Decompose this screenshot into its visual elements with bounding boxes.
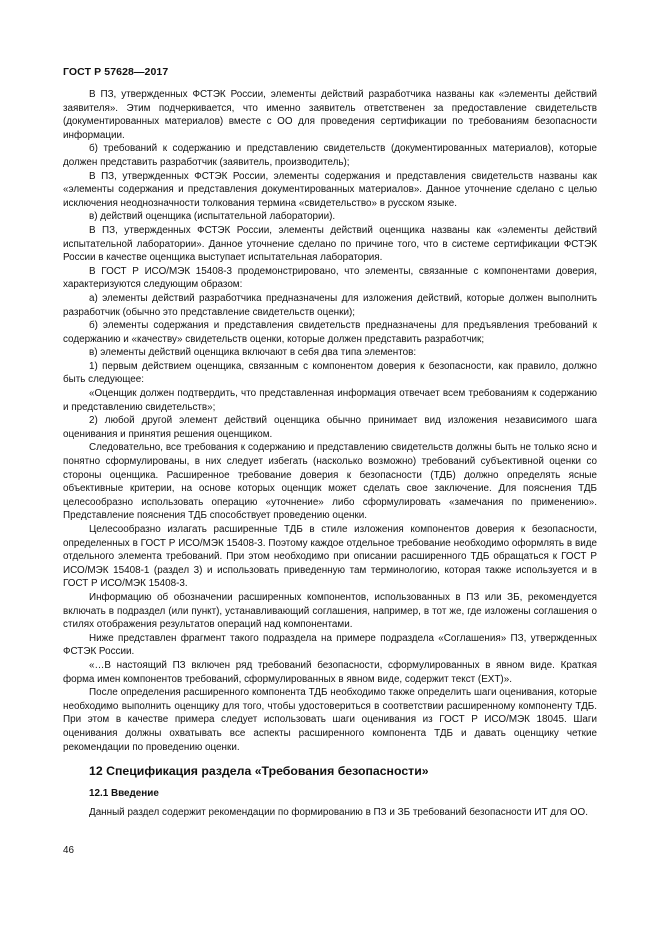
paragraph: Информацию об обозначении расширенных компонентов, использованных в ПЗ или ЗБ, рекомендуется включать в подраздел (или пункт), устанавливающий соглашения, например, в тот же, где изложены соглашения о стилях отображения результатов операций над компонентами. (63, 591, 597, 631)
list-item: в) действий оценщика (испытательной лаборатории). (89, 211, 336, 223)
paragraph: Целесообразно излагать расширенные ТДБ в стиле изложения компонентов доверия к безопасности, определенных в ГОСТ Р ИСО/МЭК 15408-3. Поэтому каждое отдельное требование необходимо оформлять в виде отдельного элемента требований. При этом необходимо при описании расширенного ТДБ обращаться к ГОСТ Р ИСО/МЭК 15408-1 (раздел 3) и использовать приведенную там терминологию, которая также используется и в ГОСТ Р ИСО/МЭК 15408-3. (63, 524, 597, 590)
paragraph: В ПЗ, утвержденных ФСТЭК России, элементы действий разработчика названы как «элементы действий заявителя». Этим подчеркивается, что именно заявитель ответственен за предоставление свидетельств (документированных материалов) вместе с ОО для проведения сертификации по требованиям безопасности информации. (63, 89, 597, 141)
list-item: а) элементы действий разработчика предназначены для изложения действий, которые должен выполнить разработчик (обычно это представление свидетельств оценки); (63, 292, 597, 318)
quote: «Оценщик должен подтвердить, что представленная информация отвечает всем требованиям к содержанию и представлению свидетельств»; (63, 388, 597, 413)
list-item: б) требований к содержанию и представлению свидетельств (документированных материалов), которые должен представить разработчик (заявитель, производитель); (63, 143, 597, 168)
subsection-text-block (63, 806, 597, 820)
list-item: в) элементы действий оценщика включают в себя два типа элементов: (89, 347, 417, 359)
list-item: 1) первым действием оценщика, связанным с компонентом доверия к безопасности, как правило, должно быть следующее: (63, 360, 597, 386)
page-number: 46 (63, 845, 74, 856)
paragraph: Следовательно, все требования к содержанию и представлению свидетельств должны быть не только ясно и понятно сформулированы, в них следует избегать (насколько возможно) требований субъективной оценки со стороны оценщика. Расширенное требование доверия к безопасности (ТДБ) должно определять ясные объективные критерии, на основе которых оценщик может сделать свое заключение. Для пояснения ТДБ целесообразно использовать операцию «уточнение» либо сформулировать «замечания по применению». Представление пояснения ТДБ способствует проведению оценки. (63, 442, 597, 522)
body-text (63, 88, 597, 754)
paragraph: После определения расширенного компонента ТДБ необходимо также определить шаги оценивания, которые необходимо выполнить оценщику для того, чтобы удостовериться в соответствии расширенному компоненту ТДБ. При этом в качестве примера следует использовать шаги оценивания из ГОСТ Р ИСО/МЭК 18045. Шаги оценивания должны охватывать все аспекты расширенного компонента ТДБ и давать оценщику четкие рекомендации по проведению оценки. (63, 687, 597, 753)
subsection-title: 12.1 Введение (89, 788, 159, 799)
paragraph: В ПЗ, утвержденных ФСТЭК России, элементы содержания и представления свидетельств названы как «элементы содержания и представления документированных материалов». Данное уточнение сделано с целью исключения неоднозначности толкования термина «свидетельство» в русском языке. (63, 170, 597, 209)
standard-header: ГОСТ Р 57628—2017 (63, 66, 169, 78)
paragraph: Ниже представлен фрагмент такого подраздела на примере подраздела «Соглашения» ПЗ, утвержденных ФСТЭК России. (63, 632, 597, 658)
paragraph: В ПЗ, утвержденных ФСТЭК России, элементы действий оценщика названы как «элементы действий испытательной лаборатории». Данное уточнение сделано по причине того, что в системе сертификации ФСТЭК России в качестве оценщика выступает испытательная лаборатория. (63, 224, 597, 264)
subsection-text: Данный раздел содержит рекомендации по формированию в ПЗ и ЗБ требований безопасности ИТ для ОО. (89, 807, 588, 818)
quote: «…В настоящий ПЗ включен ряд требований безопасности, сформулированных в явном виде. Краткая форма имен компонентов требований, сформулированных в явном виде, содержит текст (EXT)». (63, 659, 597, 685)
section-title: 12 Спецификация раздела «Требования безопасности» (89, 764, 429, 778)
paragraph: В ГОСТ Р ИСО/МЭК 15408-3 продемонстрировано, что элементы, связанные с компонентами доверия, характеризуются следующим образом: (63, 265, 597, 291)
list-item: б) элементы содержания и представления свидетельств предназначены для предъявления требований к содержанию и «качеству» свидетельств оценки, которые должен представить разработчик; (63, 320, 597, 345)
list-item: 2) любой другой элемент действий оценщика обычно принимает вид изложения независимого шага оценивания и принятия решения оценщиком. (63, 415, 597, 440)
